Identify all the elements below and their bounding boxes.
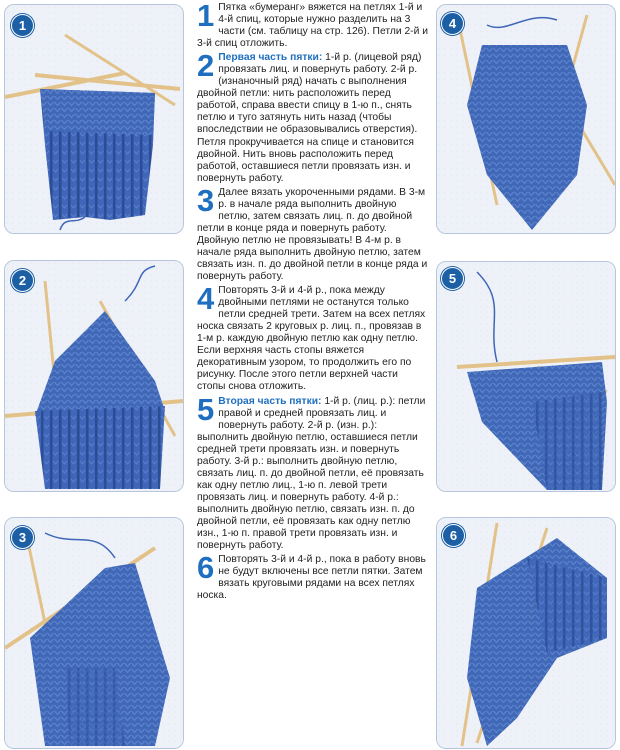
knitting-illustration-4 (437, 5, 615, 233)
knitting-illustration-5 (437, 262, 615, 491)
photo-step-6 (436, 517, 616, 749)
photo-step-1 (4, 4, 184, 234)
badge-step-3: 3 (11, 526, 34, 549)
step-heading: Вторая часть пятки: (218, 395, 322, 407)
step-3 (197, 182, 429, 283)
step-text: 1-й р. (лицевой ряд) провязать лиц. и повернуть работу. 2-й р. (изнаночный ряд) начать с выполнения двойной петли: нить расположить перед работой, справа ввести спицу в 1-ю п., снять петлю и туго затянуть нить назад (чтобы впоследствии не образовывались отверстия). Петля прокручивается на спице и становится двойной. Нить вновь расположить перед работой, оставшиеся петли провязать изн. и повернуть работу. (197, 52, 422, 184)
knitting-illustration-3 (5, 518, 183, 748)
step-6 (197, 550, 429, 602)
step-text: Пятка «бумеранг» вяжется на петлях 1-й и 4-й спиц, которые нужно разделить на 3 части (см. таблицу на стр. 126). Петли 2-й и 3-й спиц отложить. (197, 2, 428, 50)
badge-step-2: 2 (11, 269, 34, 292)
step-text: Повторять 3-й и 4-й р., пока между двойными петлями не останутся только петли средней трети. Затем на всех петлях носка связать 2 круговых р. лиц. п., провязав в 1-м р. каждую двойную петлю как одну петлю. Если верхняя часть стопы вяжется декоративным узором, то продолжить его по рисунку. После этого петли верхней части стопы снова отложить. (197, 285, 426, 393)
knitting-illustration-2 (5, 261, 183, 491)
badge-step-4: 4 (441, 12, 464, 35)
badge-step-5: 5 (441, 267, 464, 290)
photo-step-4 (436, 4, 616, 234)
badge-step-6: 6 (442, 524, 465, 547)
step-text: Далее вязать укороченными рядами. В 3-м р. в начале ряда выполнить двойную петлю, затем связать лиц. п. до двойной петли в конце ряда и повернуть работу. Двойную петлю не провязывать! В 4-м р. в начале ряда выполнить двойную петлю, затем связать изн. п. до двойной петли в конце ряда и повернуть работу. (197, 186, 428, 283)
step-text: Повторять 3-й и 4-й р., пока в работу вновь не будут включены все петли пятки. Затем вязать круговыми рядами на всех петлях носка. (197, 554, 426, 602)
step-number: 2 (197, 48, 215, 84)
step-2 (197, 48, 429, 185)
knitting-illustration-6 (437, 518, 615, 748)
step-heading: Первая часть пятки: (218, 52, 323, 64)
photo-step-5 (436, 261, 616, 492)
knitting-illustration-1 (5, 5, 183, 233)
step-4 (197, 281, 429, 393)
photo-step-3 (4, 517, 184, 749)
step-number: 5 (197, 391, 215, 427)
step-number: 6 (197, 550, 215, 586)
step-number: 1 (197, 0, 215, 33)
step-number: 3 (197, 182, 215, 218)
instructions-column (197, 2, 429, 602)
step-1 (197, 2, 429, 50)
badge-step-1: 1 (11, 14, 34, 37)
photo-step-2 (4, 260, 184, 492)
step-text: 1-й р. (лиц. р.): петли правой и средней провязать лиц. и повернуть работу. 2-й р. (изн. р.): выполнить двойную петлю, оставшиеся петли средней трети провязать изн. и повернуть работу. 3-й р.: выполнить двойную петлю, связать лиц. п. до двойной петли, её провязать как одну петлю лиц., 1-ю п. левой трети провязать лиц. и повернуть работу. 4-й р.: выполнить двойную петлю, связать изн. п. до двойной петли, её провязать как одну петлю изн., 1-ю п. правой трети провязать изн. и повернуть работу. (197, 395, 426, 552)
step-number: 4 (197, 281, 215, 317)
step-5 (197, 391, 429, 553)
